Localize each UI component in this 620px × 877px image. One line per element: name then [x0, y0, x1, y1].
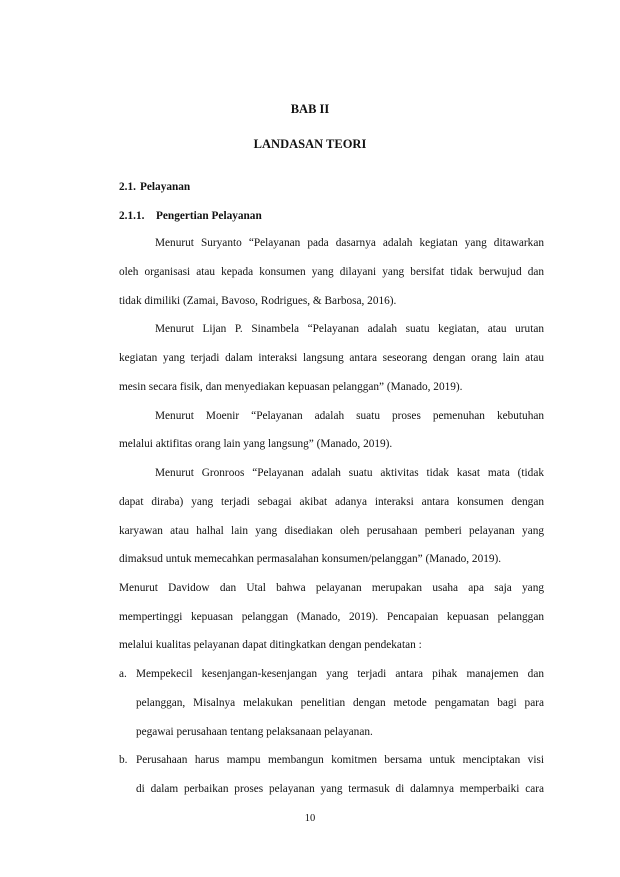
paragraph-line: Menurut Davidow dan Utal bahwa pelayanan merupakan usaha apa saja yang	[119, 582, 544, 594]
list-item-line: pegawai perusahaan tentang pelaksanaan pelayanan.	[136, 726, 373, 738]
paragraph-line: Menurut Gronroos “Pelayanan adalah suatu aktivitas tidak kasat mata (tidak	[155, 467, 544, 479]
page-number: 10	[304, 813, 316, 824]
paragraph-line: Menurut Lijan P. Sinambela “Pelayanan adalah suatu kegiatan, atau urutan	[155, 323, 544, 335]
section-title: Pelayanan	[140, 181, 191, 193]
paragraph-line: dapat diraba) yang terjadi sebagai akibat adanya interaksi antara konsumen dengan	[119, 496, 544, 508]
list-marker: a.	[119, 668, 127, 680]
section-number: 2.1.	[119, 181, 136, 193]
list-item-line: Mempekecil kesenjangan-kesenjangan yang terjadi antara pihak manajemen dan	[136, 668, 544, 680]
paragraph-line: tidak dimiliki (Zamai, Bavoso, Rodrigues, & Barbosa, 2016).	[119, 295, 397, 307]
paragraph-line: mesin secara fisik, dan menyediakan kepuasan pelanggan” (Manado, 2019).	[119, 381, 463, 393]
paragraph-line: kegiatan yang terjadi dalam interaksi langsung antara seseorang dengan orang lain atau	[119, 352, 544, 364]
list-item-line: di dalam perbaikan proses pelayanan yang termasuk di dalamnya memperbaiki cara	[136, 783, 544, 795]
chapter-number: BAB II	[290, 102, 330, 116]
list-item-line: pelanggan, Misalnya melakukan penelitian dengan metode pengamatan bagi para	[136, 697, 544, 709]
chapter-title: LANDASAN TEORI	[253, 137, 367, 151]
paragraph-line: mempertinggi kepuasan pelanggan (Manado, 2019). Pencapaian kepuasan pelanggan	[119, 611, 544, 623]
subsection-number: 2.1.1.	[119, 210, 145, 222]
paragraph-line: Menurut Moenir “Pelayanan adalah suatu proses pemenuhan kebutuhan	[155, 410, 544, 422]
paragraph-line: oleh organisasi atau kepada konsumen yang dilayani yang bersifat tidak berwujud dan	[119, 266, 544, 278]
paragraph-line: karyawan atau halhal lain yang disediakan oleh perusahaan pemberi pelayanan yang	[119, 525, 544, 537]
list-item-line: Perusahaan harus mampu membangun komitmen bersama untuk menciptakan visi	[136, 754, 544, 766]
paragraph-line: melalui kualitas pelayanan dapat ditingkatkan dengan pendekatan :	[119, 639, 422, 651]
paragraph-line: Menurut Suryanto “Pelayanan pada dasarnya adalah kegiatan yang ditawarkan	[155, 237, 544, 249]
list-marker: b.	[119, 754, 128, 766]
subsection-title: Pengertian Pelayanan	[156, 210, 262, 222]
paragraph-line: melalui aktifitas orang lain yang langsung” (Manado, 2019).	[119, 438, 393, 450]
paragraph-line: dimaksud untuk memecahkan permasalahan konsumen/pelanggan” (Manado, 2019).	[119, 553, 502, 565]
